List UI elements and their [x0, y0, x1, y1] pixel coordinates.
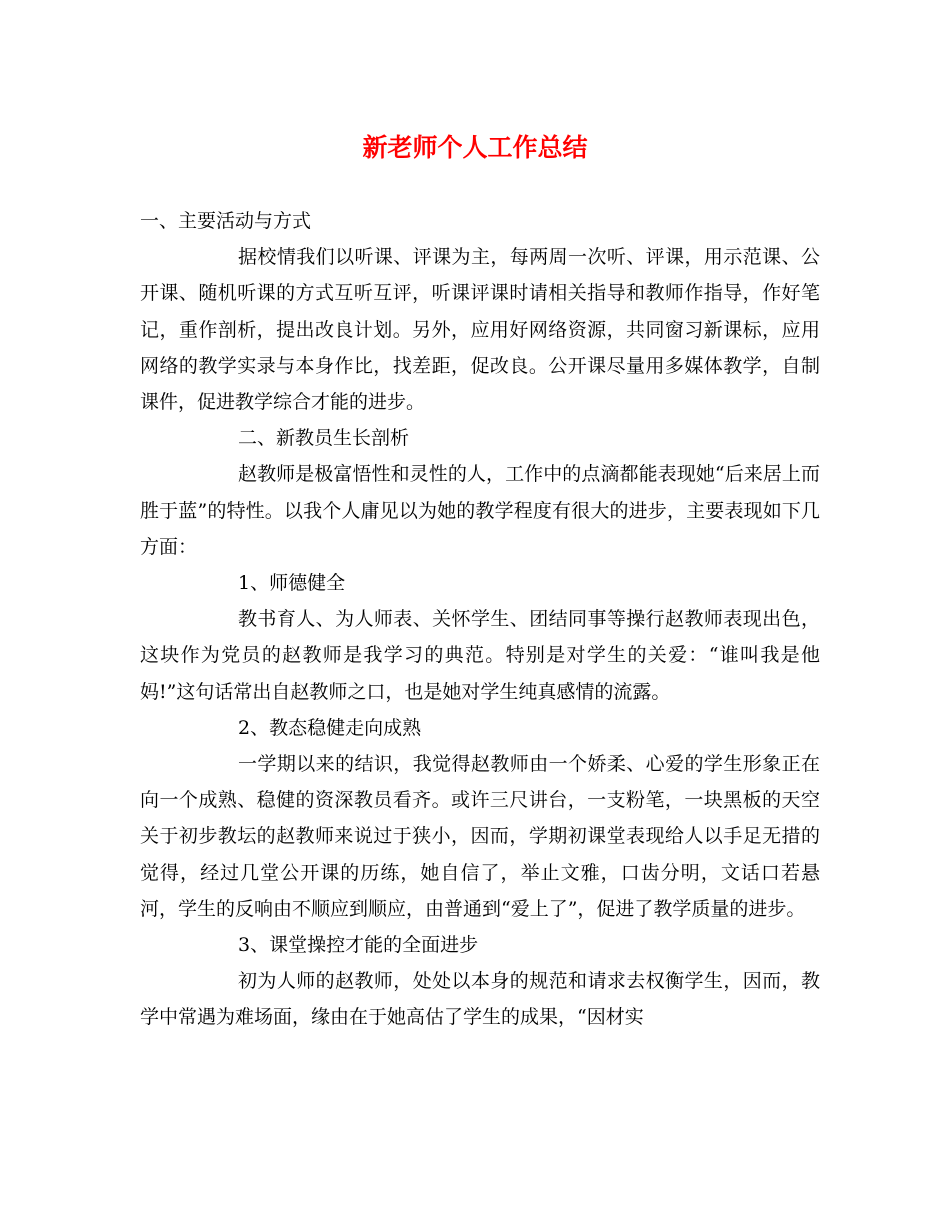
document-body — [140, 203, 820, 1036]
paragraph-subheading: 3、课堂操控才能的全面进步 — [238, 934, 479, 957]
paragraph: 初为人师的赵教师，处处以本身的规范和请求去权衡学生，因而，教学中常遇为难场面，缘由在于她高估了学生的成果，“因材实 — [140, 970, 820, 1029]
paragraph: 一学期以来的结识，我觉得赵教师由一个娇柔、心爱的学生形象正在向一个成熟、稳健的资深教员看齐。或许三尺讲台，一支粉笔，一块黑板的天空关于初步教坛的赵教师来说过于狭小，因而，学期初课堂表现给人以手足无措的觉得，经过几堂公开课的历练，她自信了，举止文雅，口齿分明，文话口若悬河，学生的反响由不顺应到顺应，由普通到“爱上了”，促进了教学质量的进步。 — [140, 753, 820, 920]
paragraph-section-heading: 二、新教员生长剖析 — [238, 427, 410, 450]
paragraph-section-heading: 一、主要活动与方式 — [140, 210, 312, 232]
paragraph: 据校情我们以听课、评课为主，每两周一次听、评课，用示范课、公开课、随机听课的方式互听互评，听课评课时请相关指导和教师作指导，作好笔记，重作剖析，提出改良计划。另外，应用好网络资源，共同窗习新课标，应用网络的教学实录与本身作比，找差距，促改良。公开课尽量用多媒体教学，自制课件，促进教学综合才能的进步。 — [140, 246, 820, 414]
paragraph: 赵教师是极富悟性和灵性的人，工作中的点滴都能表现她“后来居上而胜于蓝”的特性。以我个人庸见以为她的教学程度有很大的进步，主要表现如下几方面： — [140, 463, 820, 558]
paragraph-subheading: 1、师德健全 — [238, 572, 346, 595]
paragraph: 教书育人、为人师表、关怀学生、团结同事等操行赵教师表现出色，这块作为党员的赵教师是我学习的典范。特别是对学生的关爱：“谁叫我是他妈!”这句话常出自赵教师之口，也是她对学生纯真感情的流露。 — [140, 608, 820, 703]
paragraph-subheading: 2、教态稳健走向成熟 — [238, 716, 422, 739]
document-title: 新老师个人工作总结 — [362, 133, 588, 162]
